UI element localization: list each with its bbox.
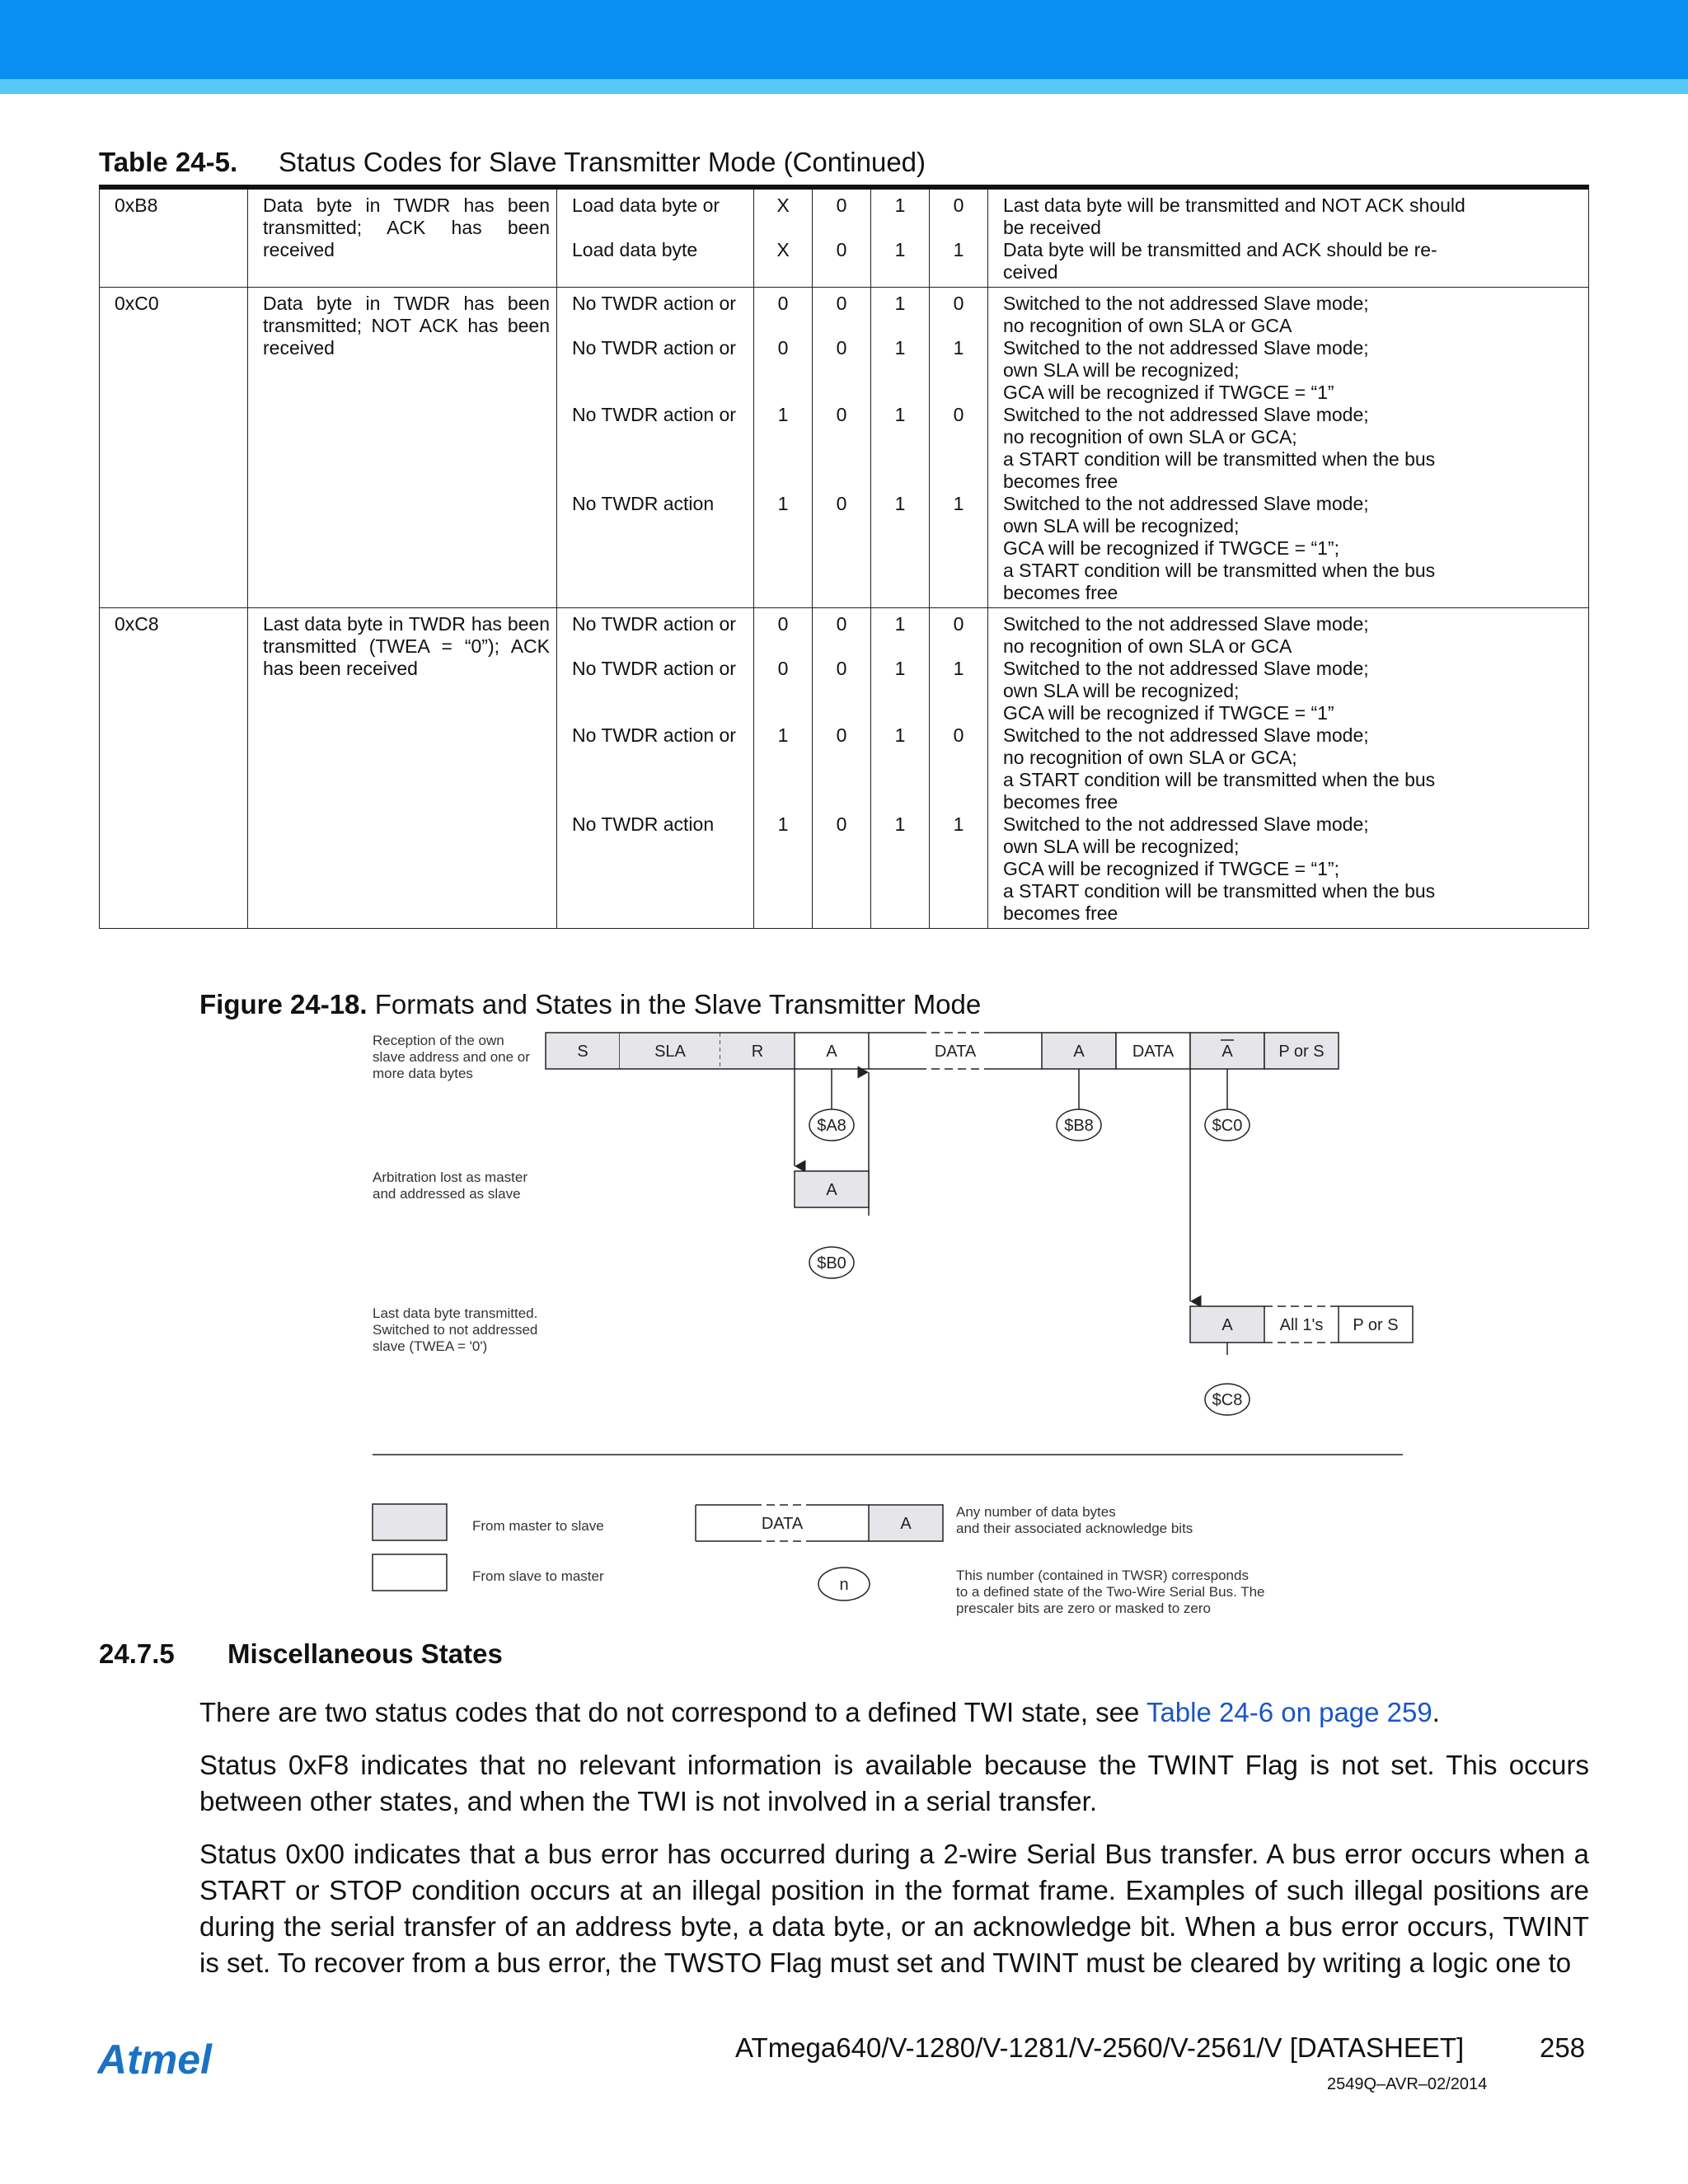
box-p-or-s-label: P or S <box>1278 1043 1325 1061</box>
status-code-cell: 0xB8 <box>100 187 248 288</box>
sto-value: 0 <box>836 337 847 359</box>
next-action-line: Switched to the not addressed Slave mode; <box>1003 613 1369 635</box>
state-b8-label: $B8 <box>1064 1117 1094 1135</box>
sta-cell <box>754 187 813 288</box>
status-description-cell: Last data byte in TWDR has been transmitted (TWEA = “0”); ACK has been received <box>248 608 557 929</box>
action-text: No TWDR action or <box>572 293 736 314</box>
twea-value: 1 <box>953 337 964 359</box>
legend-n-label: n <box>839 1576 849 1594</box>
table-row <box>100 608 1589 929</box>
sta-value: 1 <box>777 493 789 514</box>
twea-cell <box>930 288 988 608</box>
legend-master-swatch <box>373 1504 447 1540</box>
action-text: No TWDR action <box>572 813 715 835</box>
next-action-line: own SLA will be recognized; <box>1003 515 1240 537</box>
next-action-line: own SLA will be recognized; <box>1003 680 1240 701</box>
sta-value: 1 <box>777 813 789 835</box>
section-title: Miscellaneous States <box>227 1638 503 1669</box>
next-action-line: own SLA will be recognized; <box>1003 836 1240 857</box>
sta-cell <box>754 608 813 929</box>
table-caption-number: Table 24-5. <box>99 147 238 177</box>
sto-cell <box>813 187 871 288</box>
sta-value: X <box>776 194 790 216</box>
twea-value: 0 <box>953 613 964 635</box>
sta-value: X <box>776 239 790 260</box>
paragraph-1 <box>199 1694 1589 1731</box>
twint-value: 1 <box>894 613 906 635</box>
next-action-line: becomes free <box>1003 582 1118 603</box>
legend-slave-swatch <box>373 1554 447 1591</box>
application-action-cell <box>557 608 754 929</box>
sto-value: 0 <box>836 724 847 746</box>
figure-caption <box>199 989 981 1020</box>
figure-caption-number: Figure 24-18. <box>199 989 368 1019</box>
twea-cell <box>930 608 988 929</box>
twea-value: 0 <box>953 194 964 216</box>
next-action-line: a START condition will be transmitted when the bus <box>1003 448 1436 470</box>
sto-value: 0 <box>836 493 847 514</box>
action-text: No TWDR action or <box>572 404 736 425</box>
next-action-line: GCA will be recognized if TWGCE = “1” <box>1003 702 1334 724</box>
sta-value: 1 <box>777 404 789 425</box>
state-c0-label: $C0 <box>1212 1117 1243 1135</box>
box-all1s-label: All 1's <box>1279 1316 1324 1334</box>
next-action-line: Data byte will be transmitted and ACK should be re- <box>1003 239 1437 260</box>
table-caption-title: Status Codes for Slave Transmitter Mode (Continued) <box>279 147 926 177</box>
label-reception: Reception of the own slave address and one or more data bytes <box>373 1033 530 1081</box>
twea-cell <box>930 187 988 288</box>
legend-number-note-text: This number (contained in TWSR) corresponds to a defined state of the Two-Wire Serial Bus. The prescaler bits are zero or masked to zero <box>956 1568 1265 1616</box>
box-a-bar-label: A <box>1221 1043 1233 1061</box>
next-action-cell <box>988 608 1589 929</box>
status-code-cell: 0xC8 <box>100 608 248 929</box>
twint-value: 1 <box>894 404 906 425</box>
next-action-line: Switched to the not addressed Slave mode; <box>1003 337 1369 359</box>
legend-any-number-text: Any number of data bytes and their associated acknowledge bits <box>956 1504 1193 1536</box>
twea-value: 1 <box>953 239 964 260</box>
box-sla-label: SLA <box>654 1043 686 1061</box>
twint-value: 1 <box>894 724 906 746</box>
sta-cell <box>754 288 813 608</box>
sto-cell <box>813 608 871 929</box>
figure-caption-title: Formats and States in the Slave Transmitter Mode <box>374 989 982 1019</box>
twea-value: 1 <box>953 813 964 835</box>
twea-value: 1 <box>953 658 964 679</box>
application-action-cell <box>557 288 754 608</box>
sta-value: 0 <box>777 658 789 679</box>
action-text: No TWDR action <box>572 493 715 514</box>
table-row <box>100 187 1589 288</box>
section-number: 24.7.5 <box>99 1638 175 1669</box>
twint-value: 1 <box>894 293 906 314</box>
twint-cell <box>871 288 930 608</box>
next-action-line: Last data byte will be transmitted and NOT ACK should <box>1003 194 1465 216</box>
next-action-line: own SLA will be recognized; <box>1003 359 1240 381</box>
footer-title: ATmega640/V-1280/V-1281/V-2560/V-2561/V [DATASHEET] <box>735 2032 1465 2063</box>
table-24-6-link[interactable]: Table 24-6 on page 259 <box>1146 1697 1432 1727</box>
twea-value: 0 <box>953 724 964 746</box>
next-action-cell <box>988 288 1589 608</box>
box-a-arbitration-label: A <box>826 1181 837 1199</box>
paragraph-1-end: . <box>1432 1697 1440 1727</box>
next-action-line: becomes free <box>1003 902 1118 924</box>
next-action-line: Switched to the not addressed Slave mode; <box>1003 493 1369 514</box>
next-action-line: no recognition of own SLA or GCA <box>1003 315 1292 336</box>
legend-data-label: DATA <box>761 1515 804 1533</box>
table-row <box>100 288 1589 608</box>
next-action-line: GCA will be recognized if TWGCE = “1”; <box>1003 537 1339 559</box>
next-action-line: Switched to the not addressed Slave mode; <box>1003 813 1369 835</box>
paragraph-2: Status 0xF8 indicates that no relevant information is available because the TWINT Flag is not set. This occurs between other states, and when the TWI is not involved in a serial transfer. <box>199 1750 1589 1816</box>
header-stripe <box>0 79 1688 94</box>
twint-value: 1 <box>894 493 906 514</box>
twint-value: 1 <box>894 813 906 835</box>
status-code-cell: 0xC0 <box>100 288 248 608</box>
next-action-line: a START condition will be transmitted when the bus <box>1003 880 1436 902</box>
atmel-logo-text: Atmel <box>97 2036 212 2083</box>
next-action-line: Switched to the not addressed Slave mode; <box>1003 404 1369 425</box>
twint-value: 1 <box>894 658 906 679</box>
action-text: No TWDR action or <box>572 724 736 746</box>
next-action-line: be received <box>1003 217 1101 238</box>
state-b0-label: $B0 <box>817 1254 846 1272</box>
action-text: No TWDR action or <box>572 337 736 359</box>
next-action-line: no recognition of own SLA or GCA; <box>1003 747 1297 768</box>
status-description-cell: Data byte in TWDR has been transmitted; NOT ACK has been received <box>248 288 557 608</box>
sta-value: 0 <box>777 293 789 314</box>
next-action-line: GCA will be recognized if TWGCE = “1”; <box>1003 858 1339 879</box>
sta-value: 1 <box>777 724 789 746</box>
action-text: No TWDR action or <box>572 658 736 679</box>
next-action-line: a START condition will be transmitted when the bus <box>1003 769 1436 790</box>
header-bar <box>0 0 1688 79</box>
legend-master-text: From master to slave <box>472 1518 604 1534</box>
state-c8-label: $C8 <box>1212 1391 1243 1409</box>
application-action-cell <box>557 187 754 288</box>
twint-value: 1 <box>894 239 906 260</box>
next-action-line: no recognition of own SLA or GCA; <box>1003 426 1297 448</box>
box-data-2-label: DATA <box>1132 1043 1175 1061</box>
box-a-2-label: A <box>1073 1043 1085 1061</box>
twint-value: 1 <box>894 337 906 359</box>
sta-value: 0 <box>777 613 789 635</box>
sta-value: 0 <box>777 337 789 359</box>
next-action-line: ceived <box>1003 261 1058 283</box>
twint-cell <box>871 187 930 288</box>
status-description-cell: Data byte in TWDR has been transmitted; ACK has been received <box>248 187 557 288</box>
sto-value: 0 <box>836 658 847 679</box>
sto-value: 0 <box>836 293 847 314</box>
label-arbitration: Arbitration lost as master and addressed as slave <box>373 1169 528 1202</box>
action-text: No TWDR action or <box>572 613 736 635</box>
atmel-logo <box>97 2036 246 2089</box>
box-a-1-label: A <box>826 1043 837 1061</box>
next-action-line: a START condition will be transmitted when the bus <box>1003 560 1436 581</box>
next-action-line: GCA will be recognized if TWGCE = “1” <box>1003 382 1334 403</box>
section-heading <box>99 1638 503 1670</box>
next-action-cell <box>988 187 1589 288</box>
sto-value: 0 <box>836 813 847 835</box>
action-text: Load data byte <box>572 239 698 260</box>
legend-a-label: A <box>900 1515 912 1533</box>
table-caption <box>99 147 926 178</box>
paragraph-1-text: There are two status codes that do not correspond to a defined TWI state, see <box>199 1697 1146 1727</box>
box-data-1-label: DATA <box>934 1043 977 1061</box>
action-text: Load data byte or <box>572 194 720 216</box>
box-r-label: R <box>751 1043 764 1061</box>
slave-transmitter-diagram <box>363 1026 1434 1632</box>
paragraph-3: Status 0x00 indicates that a bus error has occurred during a 2-wire Serial Bus transfer. A bus error occurs when a START or STOP condition occurs at an illegal position in the format frame. Examples of such illegal positions are during the serial transfer of an address byte, a data byte, or an acknowledge bit. When a bus error occurs, TWINT is set. To recover from a bus error, the TWSTO Flag must set and TWINT must be cleared by writing a logic one to <box>199 1839 1589 1978</box>
label-last-byte: Last data byte transmitted. Switched to not addressed slave (TWEA = '0') <box>373 1305 538 1354</box>
twint-value: 1 <box>894 194 906 216</box>
sto-value: 0 <box>836 613 847 635</box>
twea-value: 0 <box>953 293 964 314</box>
page-number: 258 <box>1540 2032 1586 2063</box>
next-action-line: becomes free <box>1003 791 1118 813</box>
next-action-line: no recognition of own SLA or GCA <box>1003 635 1292 657</box>
next-action-line: becomes free <box>1003 471 1118 492</box>
sto-value: 0 <box>836 404 847 425</box>
box-a-last-label: A <box>1221 1316 1233 1334</box>
state-a8-label: $A8 <box>817 1117 846 1135</box>
legend-slave-text: From slave to master <box>472 1568 604 1584</box>
next-action-line: Switched to the not addressed Slave mode; <box>1003 724 1369 746</box>
twea-value: 1 <box>953 493 964 514</box>
box-s-label: S <box>577 1043 588 1061</box>
sto-cell <box>813 288 871 608</box>
doc-code: 2549Q–AVR–02/2014 <box>1327 2075 1488 2093</box>
next-action-line: Switched to the not addressed Slave mode; <box>1003 293 1369 314</box>
sto-value: 0 <box>836 239 847 260</box>
twint-cell <box>871 608 930 929</box>
sto-value: 0 <box>836 194 847 216</box>
box-p-or-s-last-label: P or S <box>1353 1316 1399 1334</box>
status-codes-table <box>99 185 1589 929</box>
next-action-line: Switched to the not addressed Slave mode; <box>1003 658 1369 679</box>
twea-value: 0 <box>953 404 964 425</box>
